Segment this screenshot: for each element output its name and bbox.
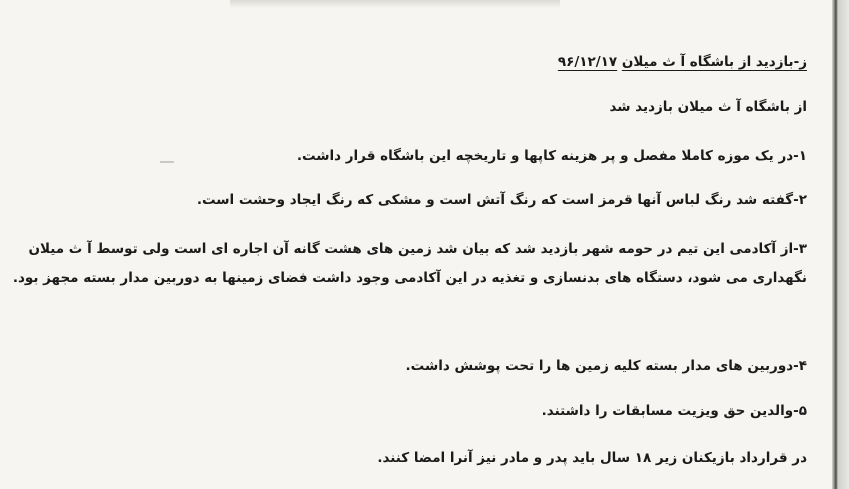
paragraph-4: ۴-دوربین های مدار بسته کلیه زمین ها را تحت پوشش داشت. xyxy=(405,358,807,374)
paragraph-2: ۲-گفته شد رنگ لباس آنها قرمز است که رنگ آتش است و مشکی که رنگ ایجاد وحشت است. xyxy=(196,192,807,208)
page-edge xyxy=(832,0,849,489)
heading-title: ز-بازدید از باشگاه آ ث میلان xyxy=(621,54,807,70)
paragraph-5: ۵-والدین حق ویزیت مسابقات را داشتند. xyxy=(541,403,807,419)
section-heading xyxy=(558,52,807,72)
paragraph-3: ۳-از آکادمی این تیم در حومه شهر بازدید شد که بیان شد زمین های هشت گانه آن اجاره ای است ولی توسط آ ث میلان نگهداری می شود، دستگاه های بدنسازی و تغذیه در این آکادمی وجود داشت فضای زمینها به دوربین مدار بسته مجهز بود. xyxy=(12,241,807,286)
heading-date: ۹۶/۱۲/۱۷ xyxy=(557,54,618,70)
paragraph-1: ۱-در یک موزه کاملا مفصل و پر هزینه کاپها و تاریخچه این باشگاه قرار داشت. xyxy=(296,148,807,164)
paragraph-intro: از باشگاه آ ث میلان بازدید شد xyxy=(609,99,807,115)
paragraph-contract: در قرارداد بازیکنان زیر ۱۸ سال باید پدر و مادر نیز آنرا امضا کنند. xyxy=(377,450,807,466)
